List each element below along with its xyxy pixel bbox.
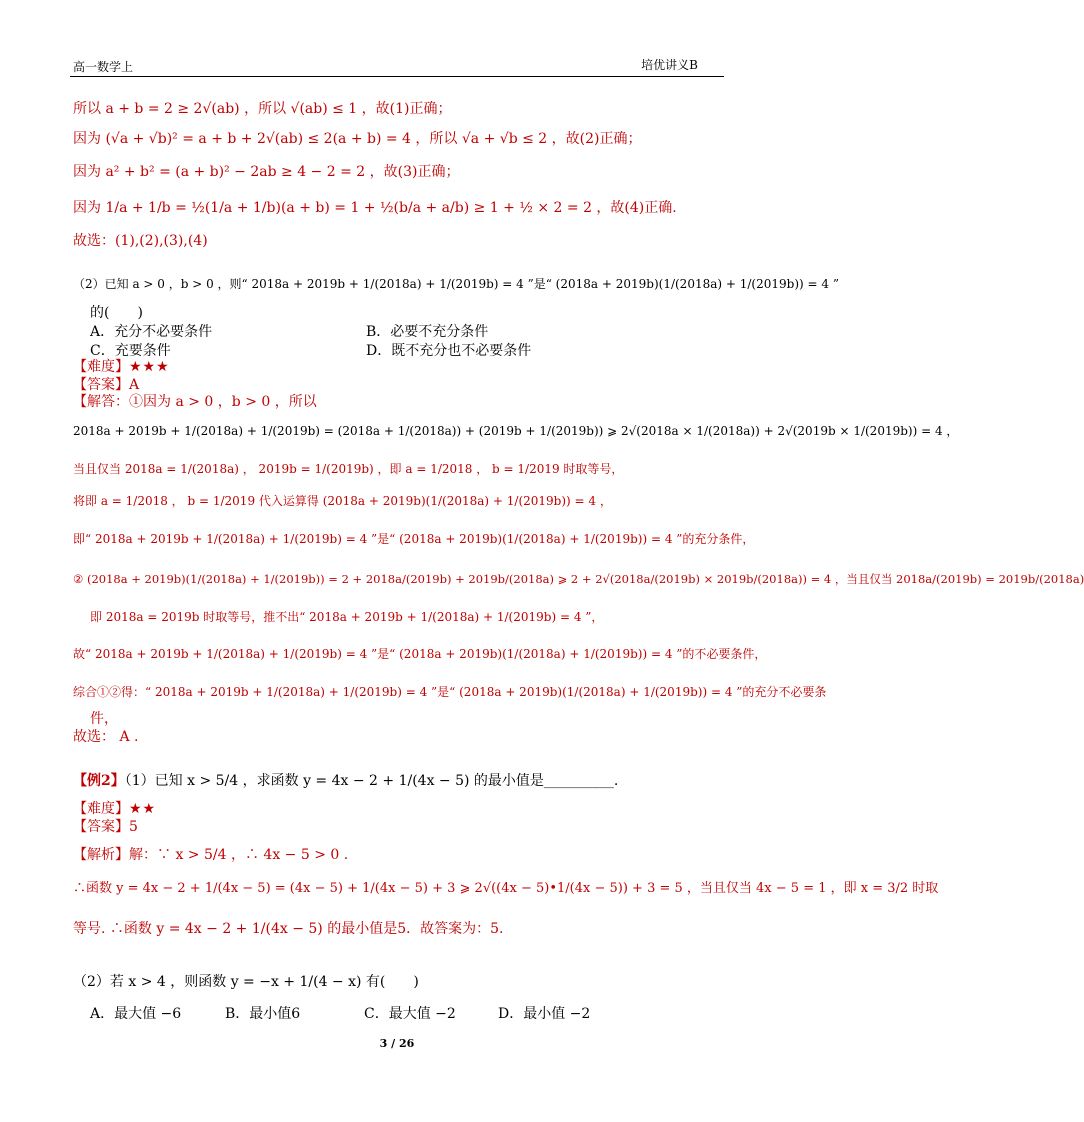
q2-explain-5: 即“ 2018a + 2019b + 1/(2018a) + 1/(2019b) = 4 ”是“ (2018a + 2019b)(1/(2018a) + 1/(2019b)) = 4 ”的充分条件，	[73, 532, 755, 546]
answer-value: A	[129, 377, 140, 393]
q2-explain-2: 2018a + 2019b + 1/(2018a) + 1/(2019b) = (2018a + 1/(2018a)) + (2019b + 1/(2019b)) ⩾ 2√(2018a × 1/(2018a)) + 2√(2019b × 1/(2019b)) = 4 ，	[73, 424, 959, 438]
ex2-explain-1: 【解析】解：∵ x > 5/4 ，∴ 4x − 5 > 0 .	[73, 847, 349, 863]
answer-label: 【答案】	[73, 377, 129, 393]
ex2-title: 【例2】	[73, 773, 125, 789]
ex2-q2-option-b: B．最小值6	[225, 1006, 301, 1022]
ex2-q2-option-c: C．最大值 −2	[364, 1006, 456, 1022]
ex2-stem	[73, 772, 726, 790]
q2-explain-11: 故选： A .	[73, 729, 139, 745]
difficulty-stars: ★★★	[129, 359, 170, 375]
solution-line-4: 因为 1/a + 1/b = ½(1/a + 1/b)(a + b) = 1 + ½(b/a + a/b) ≥ 1 + ½ × 2 = 2 ，故(4)正确.	[73, 200, 677, 216]
ex2-difficulty-stars: ★★	[129, 801, 157, 817]
q2-explain-9: 综合①②得：“ 2018a + 2019b + 1/(2018a) + 1/(2019b) = 4 ”是“ (2018a + 2019b)(1/(2018a) + 1/(2019b)) = 4 ”的充分不必要条	[73, 685, 827, 699]
q2-option-c: C．充要条件	[90, 343, 171, 359]
q2-explain-8: 故“ 2018a + 2019b + 1/(2018a) + 1/(2019b) = 4 ”是“ (2018a + 2019b)(1/(2018a) + 1/(2019b)) = 4 ”的不必要条件，	[73, 647, 767, 661]
ex2-explain-3: 等号. ∴函数 y = 4x − 2 + 1/(4x − 5) 的最小值是5．故答案为：5.	[73, 921, 504, 937]
difficulty-label: 【难度】	[73, 359, 129, 375]
q2-explain-4: 将即 a = 1/2018 ， b = 1/2019 代入运算得 (2018a + 2019b)(1/(2018a) + 1/(2019b)) = 4 ，	[73, 494, 612, 508]
header-rule	[70, 76, 724, 77]
page-number: 3 / 26	[379, 1037, 415, 1050]
header-right: 培优讲义B	[641, 58, 698, 72]
q2-answer	[73, 376, 726, 394]
ex2-answer-value: 5	[129, 819, 138, 835]
ex2-answer	[73, 818, 726, 836]
q2-explain-1: 【解答：①因为 a > 0 ，b > 0 ，所以	[73, 394, 317, 410]
ex2-stem-text: （1）已知 x > 5/4 ，求函数 y = 4x − 2 + 1/(4x − 5) 的最小值是__________.	[124, 773, 619, 789]
ex2-q2-option-d: D．最小值 −2	[498, 1006, 591, 1022]
q2-option-d: D．既不充分也不必要条件	[366, 343, 532, 359]
header-left: 高一数学上	[73, 60, 134, 74]
q2-explain-10: 件，	[90, 711, 118, 727]
ex2-answer-label: 【答案】	[73, 819, 129, 835]
solution-line-1: 所以 a + b = 2 ≥ 2√(ab) ，所以 √(ab) ≤ 1 ，故(1)正确；	[73, 101, 452, 117]
q2-explain-7: 即 2018a = 2019b 时取等号，推不出“ 2018a + 2019b + 1/(2018a) + 1/(2019b) = 4 ”，	[90, 610, 604, 624]
q2-difficulty	[73, 358, 726, 376]
q2-option-a: A．充分不必要条件	[90, 324, 213, 340]
q2-stem: （2）已知 a > 0 ，b > 0 ，则“ 2018a + 2019b + 1/(2018a) + 1/(2019b) = 4 ”是“ (2018a + 2019b)(1/(2018a) + 1/(2019b)) = 4 ”	[73, 277, 839, 291]
ex2-q2-option-a: A．最大值 −6	[90, 1006, 182, 1022]
ex2-q2-stem: （2）若 x > 4 ，则函数 y = −x + 1/(4 − x) 有( )	[73, 974, 419, 990]
ex2-difficulty	[73, 800, 726, 818]
solution-line-5: 故选：(1),(2),(3),(4)	[73, 233, 208, 249]
q2-stem-cont: 的( )	[90, 305, 143, 321]
q2-explain-3: 当且仅当 2018a = 1/(2018a) ， 2019b = 1/(2019b) ，即 a = 1/2018 ， b = 1/2019 时取等号，	[73, 462, 624, 476]
ex2-explain-2: ∴函数 y = 4x − 2 + 1/(4x − 5) = (4x − 5) + 1/(4x − 5) + 3 ⩾ 2√((4x − 5)•1/(4x − 5)) + 3 = 5 ，当且仅当 4x − 5 = 1 ，即 x = 3/2 时取	[73, 881, 939, 896]
solution-line-3: 因为 a² + b² = (a + b)² − 2ab ≥ 4 − 2 = 2 ，故(3)正确；	[73, 164, 460, 180]
ex2-difficulty-label: 【难度】	[73, 801, 129, 817]
q2-option-b: B．必要不充分条件	[366, 324, 489, 340]
q2-explain-6: ② (2018a + 2019b)(1/(2018a) + 1/(2019b)) = 2 + 2018a/(2019b) + 2019b/(2018a) ⩾ 2 + 2√(2018a/(2019b) × 2019b/(2018a)) = 4 ，当且仅当 2018a/(2019b) = 2019b/(2018a)	[73, 572, 1084, 586]
solution-line-2: 因为 (√a + √b)² = a + b + 2√(ab) ≤ 2(a + b) = 4 ，所以 √a + √b ≤ 2 ，故(2)正确；	[73, 131, 642, 147]
